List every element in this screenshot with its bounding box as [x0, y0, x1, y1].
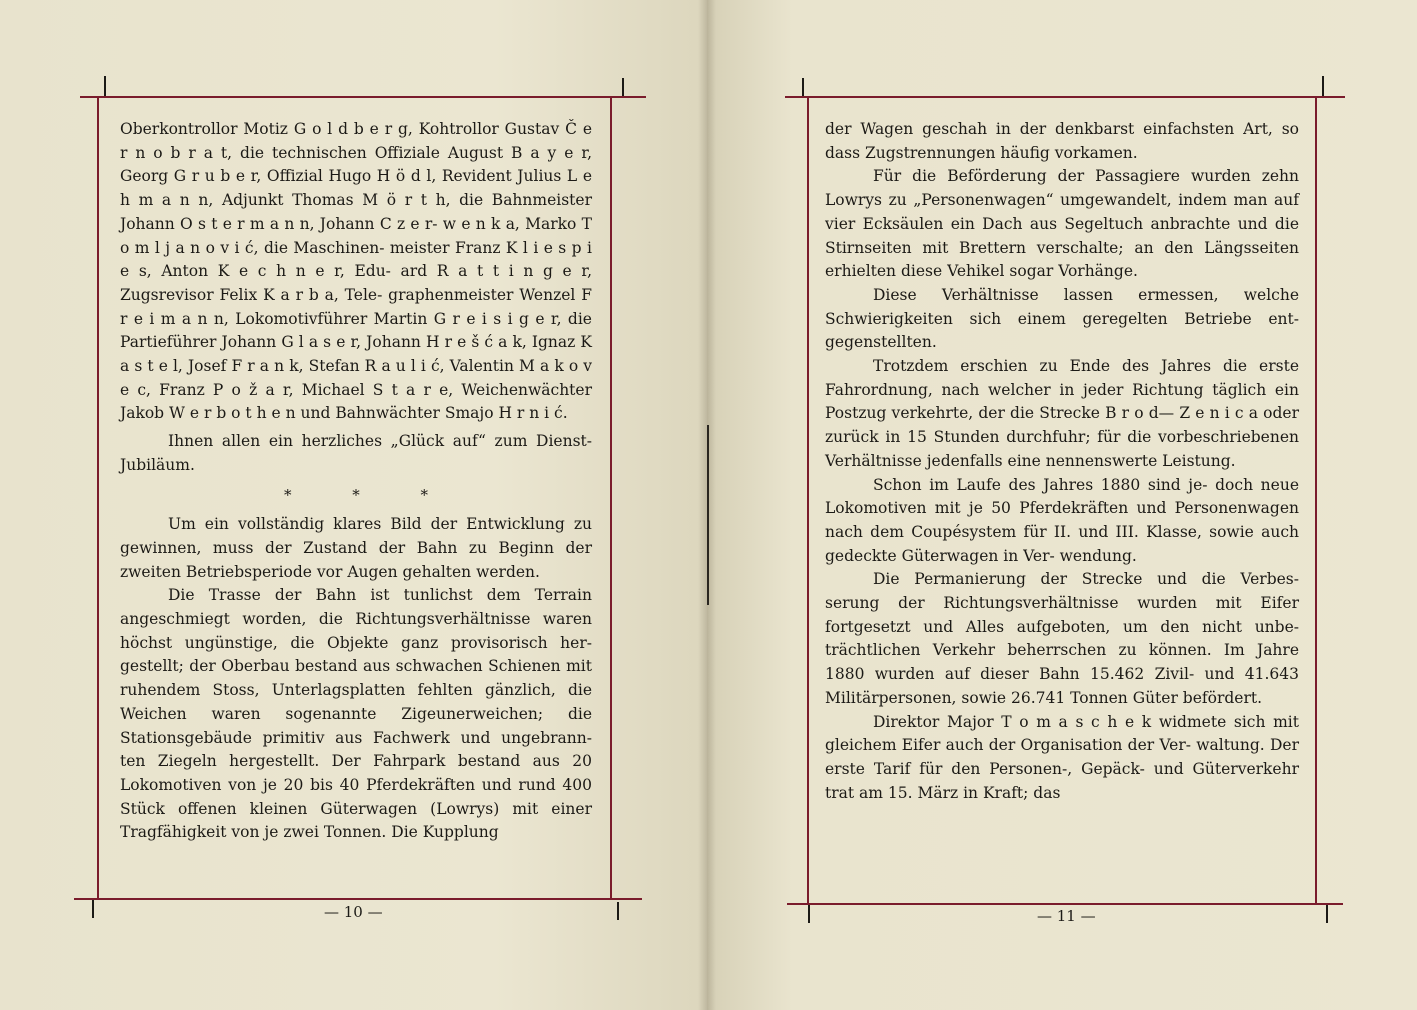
- right-page: [707, 0, 1417, 1010]
- left-top-tick-right: [622, 78, 624, 96]
- left-bottom-rule: [74, 898, 642, 900]
- right-top-tick-right: [1322, 76, 1324, 96]
- page-number-right: — 11 —: [1037, 907, 1096, 925]
- section-separator: * * *: [283, 485, 457, 504]
- left-bottom-tick-left: [92, 900, 94, 918]
- right-frame-right: [1315, 96, 1317, 905]
- gutter-mark: [707, 425, 709, 605]
- paragraph: Um ein vollständig klares Bild der Entwicklung zu gewinnen, muss der Zustand der Bahn zu Beginn der zweiten Betriebsperiode vor Augen gehalten werden.: [120, 515, 592, 581]
- left-frame-right: [610, 96, 612, 900]
- right-text-column: [825, 118, 1299, 805]
- right-bottom-tick-right: [1326, 905, 1328, 923]
- right-top-rule: [785, 96, 1345, 98]
- paragraph: Oberkontrollor Motiz G o l d b e r g, Kohtrollor Gustav Č e r n o b r a t, die technischen Offiziale August B a y e r, Georg G r u b e r, Offizial Hugo H ö d l, Revident Julius L e h m a n n, Adjunkt Thomas M ö r t h, die Bahnmeister Johann O s t e r m a n n, Johann C z e r- w e n k a, Marko T o m l j a n o v i ć, die Maschinen- meister Franz K l i e s p i e s, Anton K e c h n e r, Edu- ard R a t t i n g e r, Zugsrevisor Felix K a r b a, Tele- graphenmeister Wenzel F r e i m a n n, Lokomotivführer Martin G r e i s i g e r, die Partieführer Johann G l a s e r, Johann H r e š ć a k, Ignaz K a s t e l, Josef F r a n k, Stefan R a u l i ć, Valentin M a k o v e c, Franz P o ž a r, Michael S t a r e, Weichenwächter Jakob W e r b o t h e n und Bahnwächter Smajo H r n i ć.: [120, 120, 592, 423]
- left-bottom-tick-right: [617, 902, 619, 920]
- paragraph: Für die Beförderung der Passagiere wurden zehn Lowrys zu „Personenwagen“ umgewandelt, indem man auf vier Ecksäulen ein Dach aus Segeltuch anbrachte und die Stirnseiten mit Brettern verschalte; an den Längsseiten erhielten diese Vehikel sogar Vorhänge.: [825, 167, 1299, 281]
- page-number-left: — 10 —: [324, 903, 383, 921]
- paragraph: der Wagen geschah in der denkbarst einfachsten Art, so dass Zugstrennungen häufig vorkamen.: [825, 120, 1299, 162]
- paragraph: Die Trasse der Bahn ist tunlichst dem Terrain angeschmiegt worden, die Richtungsverhältnisse waren höchst ungünstige, die Objekte ganz provisorisch her- gestellt; der Oberbau bestand aus schwachen Schienen mit ruhendem Stoss, Unterlagsplatten fehlten gänzlich, die Weichen waren sogenannte Zigeunerweichen; die Stationsgebäude primitiv aus Fachwerk und ungebrann- ten Ziegeln hergestellt. Der Fahrpark bestand aus 20 Lokomotiven von je 20 bis 40 Pferdekräften und rund 400 Stück offenen kleinen Güterwagen (Lowrys) mit einer Tragfähigkeit von je zwei Tonnen. Die Kupplung: [120, 586, 592, 842]
- left-top-rule: [80, 96, 646, 98]
- left-top-tick-left: [104, 76, 106, 96]
- paragraph: Ihnen allen ein herzliches „Glück auf“ zum Dienst-Jubiläum.: [120, 432, 592, 474]
- right-bottom-rule: [787, 903, 1343, 905]
- right-bottom-tick-left: [808, 905, 810, 923]
- paragraph: Schon im Laufe des Jahres 1880 sind je- doch neue Lokomotiven mit je 50 Pferdekräften und Personenwagen nach dem Coupésystem für II. und III. Klasse, sowie auch gedeckte Güterwagen in Ver- wendung.: [825, 475, 1299, 565]
- right-top-tick-left: [802, 78, 804, 96]
- paragraph: Die Permanierung der Strecke und die Verbes- serung der Richtungsverhältnisse wurden mit Eifer fortgesetzt und Alles aufgeboten, um den nicht unbe- trächtlichen Verkehr beherrschen zu können. Im Jahre 1880 wurden auf dieser Bahn 15.462 Zivil- und 41.643 Militärpersonen, sowie 26.741 Tonnen Güter befördert.: [825, 570, 1299, 707]
- right-frame-left: [807, 96, 809, 905]
- paragraph: Direktor Major T o m a s c h e k widmete sich mit gleichem Eifer auch der Organisation der Ver- waltung. Der erste Tarif für den Personen-, Gepäck- und Güterverkehr trat am 15. März in Kraft; das: [825, 712, 1299, 802]
- left-frame-left: [97, 96, 99, 900]
- left-text-column: [120, 118, 592, 845]
- paragraph: Diese Verhältnisse lassen ermessen, welche Schwierigkeiten sich einem geregelten Betriebe ent- gegenstellten.: [825, 285, 1299, 352]
- paragraph: Trotzdem erschien zu Ende des Jahres die erste Fahrordnung, nach welcher in jeder Richtung täglich ein Postzug verkehrte, der die Strecke B r o d— Z e n i c a oder zurück in 15 Stunden durchfuhr; für die vorbeschriebenen Verhältnisse jedenfalls eine nennenswerte Leistung.: [825, 357, 1299, 470]
- left-page: [0, 0, 707, 1010]
